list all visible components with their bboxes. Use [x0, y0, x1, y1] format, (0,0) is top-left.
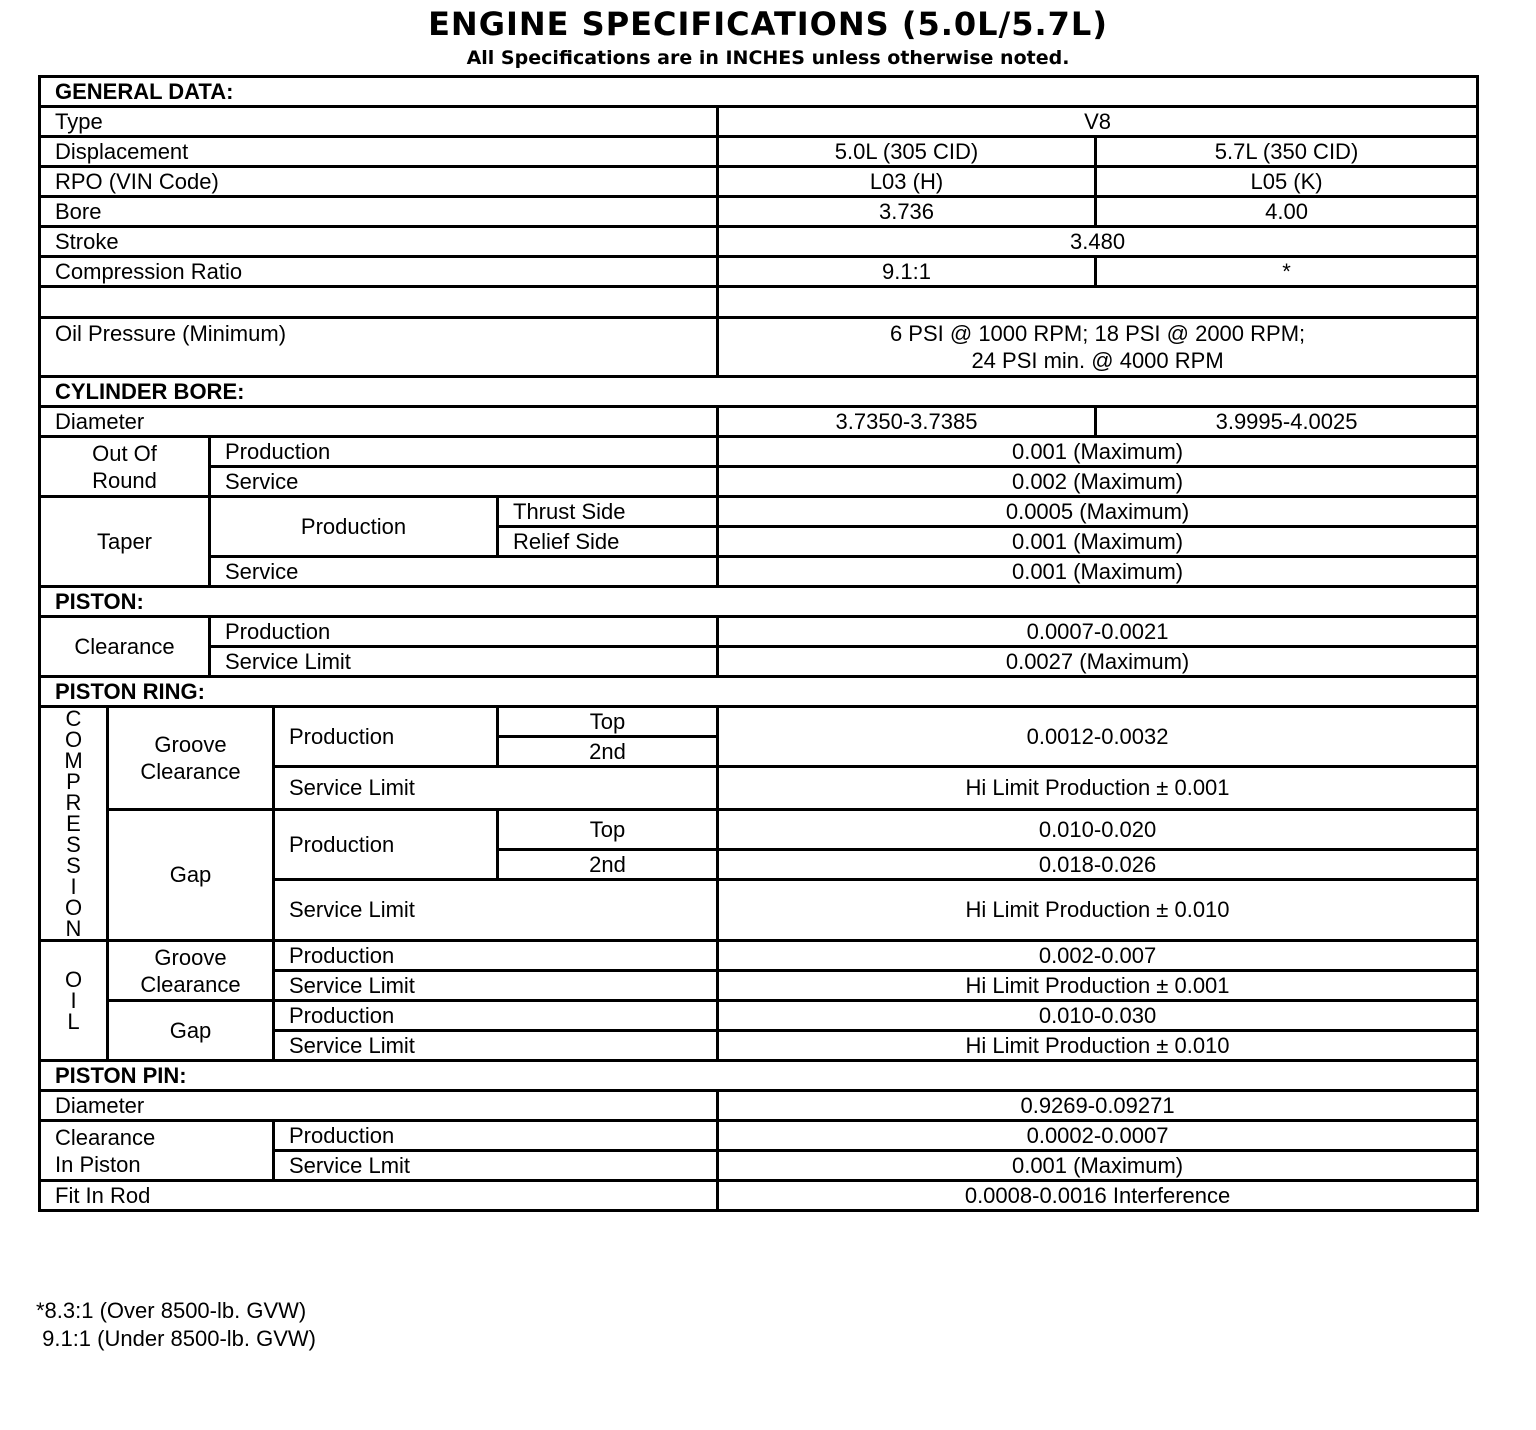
piston-pin-header-row	[40, 1061, 1478, 1091]
groove-line-1: Groove	[154, 732, 227, 757]
oil-groove-service-label: Service Limit	[274, 971, 718, 1001]
pin-service-label: Service Lmit	[274, 1151, 718, 1181]
taper-production-label: Production	[210, 497, 498, 557]
oor-production-value: 0.001 (Maximum)	[718, 437, 1478, 467]
compression-letter: M	[64, 748, 83, 773]
bore-5-0l: 3.736	[718, 197, 1096, 227]
piston-service-limit-label: Service Limit	[210, 647, 718, 677]
thrust-side-label: Thrust Side	[498, 497, 718, 527]
table-row	[40, 647, 1478, 677]
pin-clearance-line-2: In Piston	[55, 1151, 141, 1177]
cylinder-bore-header-row	[40, 377, 1478, 407]
piston-pin-header: PISTON PIN:	[40, 1061, 1478, 1091]
piston-service-limit-value: 0.0027 (Maximum)	[718, 647, 1478, 677]
oil-groove-production-value: 0.002-0.007	[718, 941, 1478, 971]
oil-letter: O	[64, 967, 83, 992]
taper-thrust-value: 0.0005 (Maximum)	[718, 497, 1478, 527]
oil-groove-line-1: Groove	[154, 944, 227, 970]
comp-groove-2nd-label: 2nd	[498, 737, 718, 767]
oor-production-label: Production	[210, 437, 718, 467]
fit-in-rod-value: 0.0008-0.0016 Interference	[718, 1181, 1478, 1211]
piston-production-label: Production	[210, 617, 718, 647]
rpo-5-7l: L05 (K)	[1096, 167, 1478, 197]
table-row	[40, 1091, 1478, 1121]
groove-line-2: Clearance	[140, 759, 241, 784]
taper-service-value: 0.001 (Maximum)	[718, 557, 1478, 587]
table-row	[40, 167, 1478, 197]
cylinder-diameter-label: Diameter	[40, 407, 718, 437]
comp-gap-label: Gap	[108, 810, 274, 941]
general-data-header: GENERAL DATA:	[40, 77, 1478, 107]
pin-diameter-value: 0.9269-0.09271	[718, 1091, 1478, 1121]
taper-label: Taper	[40, 497, 210, 587]
compression-letter: O	[64, 727, 83, 752]
compression-letter: I	[70, 874, 77, 899]
taper-relief-value: 0.001 (Maximum)	[718, 527, 1478, 557]
oil-gap-service-label: Service Limit	[274, 1031, 718, 1061]
out-of-round-line-2: Round	[92, 467, 157, 493]
bore-5-7l: 4.00	[1096, 197, 1478, 227]
oil-groove-line-2: Clearance	[140, 971, 241, 997]
comp-groove-top-label: Top	[498, 707, 718, 737]
oil-letter: I	[70, 988, 77, 1013]
piston-header: PISTON:	[40, 587, 1478, 617]
page-subtitle: All Specifications are in INCHES unless otherwise noted.	[466, 47, 1070, 69]
bore-label: Bore	[40, 197, 718, 227]
table-row	[40, 407, 1478, 437]
blank-cell	[718, 287, 1478, 318]
oil-pressure-line-2: 24 PSI min. @ 4000 RPM	[971, 348, 1224, 373]
piston-header-row	[40, 587, 1478, 617]
oor-service-value: 0.002 (Maximum)	[718, 467, 1478, 497]
comp-groove-clearance-label	[108, 707, 274, 810]
table-row	[40, 137, 1478, 167]
footnote-line-2: 9.1:1 (Under 8500-lb. GVW)	[36, 1326, 317, 1351]
table-row	[40, 1121, 1478, 1151]
blank-cell	[40, 287, 718, 318]
table-row	[40, 197, 1478, 227]
comp-gap-service-label: Service Limit	[274, 880, 718, 941]
out-of-round-line-1: Out Of	[92, 440, 157, 466]
pin-diameter-label: Diameter	[40, 1091, 718, 1121]
page-title: ENGINE SPECIFICATIONS (5.0L/5.7L)	[428, 5, 1108, 43]
table-row	[40, 1181, 1478, 1211]
compression-letter: S	[66, 853, 81, 878]
comp-gap-2nd-value: 0.018-0.026	[718, 850, 1478, 880]
out-of-round-label	[40, 437, 210, 497]
comp-groove-service-label: Service Limit	[274, 767, 718, 810]
footnote-line-1: *8.3:1 (Over 8500-lb. GVW)	[36, 1298, 307, 1323]
type-label: Type	[40, 107, 718, 137]
cylinder-diameter-5-7l: 3.9995-4.0025	[1096, 407, 1478, 437]
footnote	[36, 1297, 316, 1353]
piston-production-value: 0.0007-0.0021	[718, 617, 1478, 647]
oil-pressure-line-1: 6 PSI @ 1000 RPM; 18 PSI @ 2000 RPM;	[889, 321, 1306, 346]
oil-gap-label: Gap	[108, 1001, 274, 1061]
oil-pressure-label: Oil Pressure (Minimum)	[40, 318, 718, 377]
table-row	[40, 941, 1478, 971]
comp-groove-service-value: Hi Limit Production ± 0.001	[718, 767, 1478, 810]
blank-row	[40, 287, 1478, 318]
table-row	[40, 318, 1478, 377]
pin-service-value: 0.001 (Maximum)	[718, 1151, 1478, 1181]
compression-ratio-5-0l: 9.1:1	[718, 257, 1096, 287]
oil-groove-service-value: Hi Limit Production ± 0.001	[718, 971, 1478, 1001]
oil-groove-clearance-label	[108, 941, 274, 1001]
compression-letter: S	[66, 832, 81, 857]
table-row	[40, 497, 1478, 527]
oil-gap-production-label: Production	[274, 1001, 718, 1031]
fit-in-rod-label: Fit In Rod	[40, 1181, 718, 1211]
table-row	[40, 1001, 1478, 1031]
piston-ring-header-row	[40, 677, 1478, 707]
displacement-5-7l: 5.7L (350 CID)	[1096, 137, 1478, 167]
general-data-header-row	[40, 77, 1478, 107]
comp-gap-top-label: Top	[498, 810, 718, 850]
stroke-label: Stroke	[40, 227, 718, 257]
pin-production-value: 0.0002-0.0007	[718, 1121, 1478, 1151]
oil-letter: L	[67, 1009, 80, 1034]
table-row	[40, 107, 1478, 137]
oil-vertical-label	[40, 941, 108, 1061]
relief-side-label: Relief Side	[498, 527, 718, 557]
pin-production-label: Production	[274, 1121, 718, 1151]
displacement-label: Displacement	[40, 137, 718, 167]
table-row	[40, 707, 1478, 737]
table-row	[40, 810, 1478, 850]
compression-letter: P	[66, 769, 81, 794]
cylinder-diameter-5-0l: 3.7350-3.7385	[718, 407, 1096, 437]
table-row	[40, 617, 1478, 647]
taper-service-label: Service	[210, 557, 718, 587]
comp-groove-production-value: 0.0012-0.0032	[718, 707, 1478, 767]
comp-gap-2nd-label: 2nd	[498, 850, 718, 880]
table-row	[40, 227, 1478, 257]
table-row	[40, 257, 1478, 287]
pin-clearance-label	[40, 1121, 274, 1181]
oor-service-label: Service	[210, 467, 718, 497]
compression-letter: E	[66, 811, 81, 836]
oil-pressure-value	[718, 318, 1478, 377]
oil-gap-production-value: 0.010-0.030	[718, 1001, 1478, 1031]
cylinder-bore-header: CYLINDER BORE:	[40, 377, 1478, 407]
compression-letter: O	[64, 895, 83, 920]
comp-groove-production-label: Production	[274, 707, 498, 767]
piston-ring-header: PISTON RING:	[40, 677, 1478, 707]
comp-gap-top-value: 0.010-0.020	[718, 810, 1478, 850]
oil-gap-service-value: Hi Limit Production ± 0.010	[718, 1031, 1478, 1061]
stroke-value: 3.480	[718, 227, 1478, 257]
displacement-5-0l: 5.0L (305 CID)	[718, 137, 1096, 167]
table-row	[40, 437, 1478, 467]
piston-clearance-label: Clearance	[40, 617, 210, 677]
rpo-label: RPO (VIN Code)	[40, 167, 718, 197]
compression-ratio-label: Compression Ratio	[40, 257, 718, 287]
compression-letter: N	[65, 916, 82, 941]
compression-vertical-label	[40, 707, 108, 941]
compression-letter: R	[65, 790, 82, 815]
pin-clearance-line-1: Clearance	[55, 1124, 156, 1150]
compression-letter: C	[65, 706, 82, 731]
rpo-5-0l: L03 (H)	[718, 167, 1096, 197]
type-value: V8	[718, 107, 1478, 137]
comp-gap-production-label: Production	[274, 810, 498, 880]
compression-ratio-5-7l: *	[1096, 257, 1478, 287]
comp-gap-service-value: Hi Limit Production ± 0.010	[718, 880, 1478, 941]
table-row	[40, 557, 1478, 587]
oil-groove-production-label: Production	[274, 941, 718, 971]
engine-spec-table	[38, 75, 1479, 1212]
table-row	[40, 467, 1478, 497]
